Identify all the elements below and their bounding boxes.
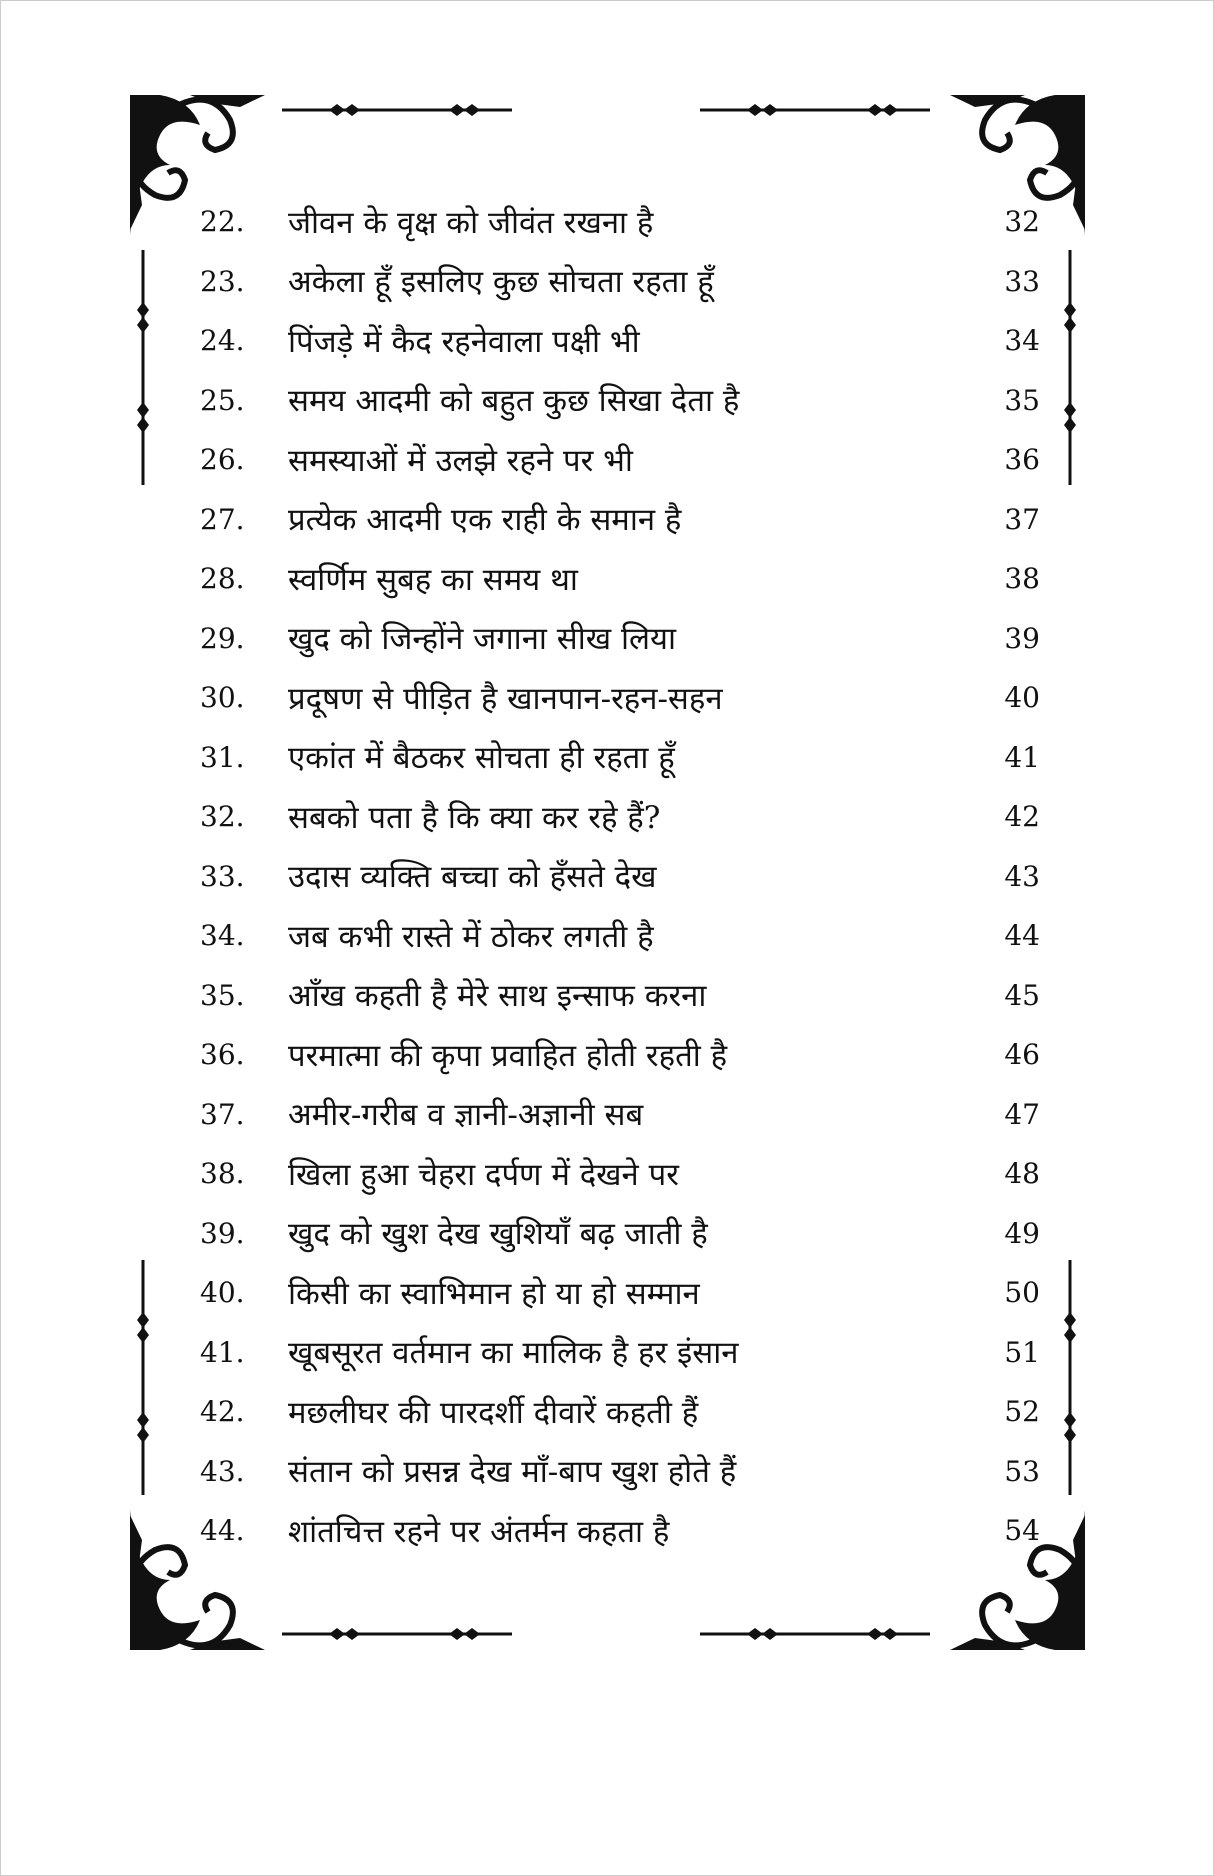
toc-page-number: 32 <box>1004 205 1040 239</box>
toc-page-number: 50 <box>1004 1276 1040 1310</box>
toc-entry <box>200 906 1040 966</box>
toc-number: 22. <box>200 205 245 239</box>
toc-entry <box>200 371 1040 431</box>
toc-title: परमात्मा की कृपा प्रवाहित होती रहती है <box>288 1037 728 1074</box>
toc-title: उदास व्यक्ति बच्चा को हँसते देख <box>288 859 657 896</box>
toc-number: 42. <box>200 1395 245 1429</box>
toc-page-number: 42 <box>1004 800 1040 834</box>
toc-page-number: 37 <box>1004 502 1040 536</box>
toc-title: अकेला हूँ इसलिए कुछ सोचता रहता हूँ <box>288 264 714 301</box>
toc-title: प्रत्येक आदमी एक राही के समान है <box>288 502 682 539</box>
toc-number: 23. <box>200 264 245 298</box>
toc-entry <box>200 847 1040 907</box>
toc-title: एकांत में बैठकर सोचता ही रहता हूँ <box>288 740 675 777</box>
toc-number: 38. <box>200 1157 245 1191</box>
toc-title: अमीर-गरीब व ज्ञानी-अज्ञानी सब <box>288 1097 644 1134</box>
toc-page-number: 33 <box>1004 264 1040 298</box>
toc-number: 36. <box>200 1038 245 1072</box>
toc-number: 28. <box>200 562 245 596</box>
toc-page-number: 45 <box>1004 978 1040 1012</box>
toc-page-number: 40 <box>1004 681 1040 715</box>
toc-entry <box>200 490 1040 550</box>
toc-entry <box>200 192 1040 252</box>
toc-entry <box>200 1382 1040 1442</box>
toc-entry <box>200 1323 1040 1383</box>
toc-page-number: 36 <box>1004 443 1040 477</box>
toc-entry <box>200 1442 1040 1502</box>
toc-page-number: 41 <box>1004 740 1040 774</box>
toc-entry <box>200 252 1040 312</box>
toc-number: 39. <box>200 1216 245 1250</box>
toc-entry <box>200 668 1040 728</box>
toc-title: किसी का स्वाभिमान हो या हो सम्मान <box>288 1275 700 1312</box>
toc-number: 27. <box>200 502 245 536</box>
toc-title: खुद को जिन्होंने जगाना सीख लिया <box>288 621 677 658</box>
toc-entry <box>200 311 1040 371</box>
toc-page-number: 51 <box>1004 1335 1040 1369</box>
toc-title: सबको पता है कि क्या कर रहे हैं? <box>288 799 661 836</box>
toc-title: आँख कहती है मेरे साथ इन्साफ करना <box>288 978 707 1015</box>
toc-title: प्रदूषण से पीड़ित है खानपान-रहन-सहन <box>288 680 723 717</box>
toc-entry <box>200 549 1040 609</box>
toc-number: 31. <box>200 740 245 774</box>
toc-number: 30. <box>200 681 245 715</box>
toc-page-number: 38 <box>1004 562 1040 596</box>
toc-number: 24. <box>200 324 245 358</box>
toc-entry <box>200 966 1040 1026</box>
toc-page-number: 34 <box>1004 324 1040 358</box>
toc-title: संतान को प्रसन्न देख माँ-बाप खुश होते हैं <box>288 1454 737 1491</box>
toc-number: 40. <box>200 1276 245 1310</box>
toc-page-number: 47 <box>1004 1097 1040 1131</box>
toc-title: खूबसूरत वर्तमान का मालिक है हर इंसान <box>288 1335 739 1372</box>
toc-title: शांतचित्त रहने पर अंतर्मन कहता है <box>288 1513 670 1550</box>
toc-page-number: 52 <box>1004 1395 1040 1429</box>
toc-entry <box>200 430 1040 490</box>
toc-page-number: 53 <box>1004 1454 1040 1488</box>
toc-title: समस्याओं में उलझे रहने पर भी <box>288 442 633 479</box>
toc-number: 43. <box>200 1454 245 1488</box>
toc-number: 29. <box>200 621 245 655</box>
toc-page-number: 48 <box>1004 1157 1040 1191</box>
toc-entry <box>200 609 1040 669</box>
toc-number: 33. <box>200 859 245 893</box>
toc-title: समय आदमी को बहुत कुछ सिखा देता है <box>288 383 740 420</box>
toc-title: मछलीघर की पारदर्शी दीवारें कहती हैं <box>288 1394 699 1431</box>
toc-entry <box>200 728 1040 788</box>
toc-page-number: 46 <box>1004 1038 1040 1072</box>
toc-number: 35. <box>200 978 245 1012</box>
toc-title: स्वर्णिम सुबह का समय था <box>288 561 578 598</box>
toc-page-number: 54 <box>1004 1514 1040 1548</box>
toc-page-number: 39 <box>1004 621 1040 655</box>
toc-title: जब कभी रास्ते में ठोकर लगती है <box>288 918 654 955</box>
table-of-contents <box>200 192 1040 1561</box>
toc-page-number: 44 <box>1004 919 1040 953</box>
toc-title: खिला हुआ चेहरा दर्पण में देखने पर <box>288 1156 679 1193</box>
toc-number: 26. <box>200 443 245 477</box>
toc-number: 41. <box>200 1335 245 1369</box>
toc-entry <box>200 1501 1040 1561</box>
toc-number: 32. <box>200 800 245 834</box>
toc-number: 34. <box>200 919 245 953</box>
toc-entry <box>200 1204 1040 1264</box>
toc-entry <box>200 1144 1040 1204</box>
toc-title: जीवन के वृक्ष को जीवंत रखना है <box>288 204 654 241</box>
toc-entry <box>200 1025 1040 1085</box>
toc-title: खुद को खुश देख खुशियाँ बढ़ जाती है <box>288 1216 708 1253</box>
toc-title: पिंजड़े में कैद रहनेवाला पक्षी भी <box>288 323 640 360</box>
toc-page-number: 43 <box>1004 859 1040 893</box>
toc-number: 37. <box>200 1097 245 1131</box>
toc-number: 25. <box>200 383 245 417</box>
toc-entry <box>200 1085 1040 1145</box>
toc-entry <box>200 787 1040 847</box>
toc-page-number: 35 <box>1004 383 1040 417</box>
toc-page-number: 49 <box>1004 1216 1040 1250</box>
toc-number: 44. <box>200 1514 245 1548</box>
toc-entry <box>200 1263 1040 1323</box>
